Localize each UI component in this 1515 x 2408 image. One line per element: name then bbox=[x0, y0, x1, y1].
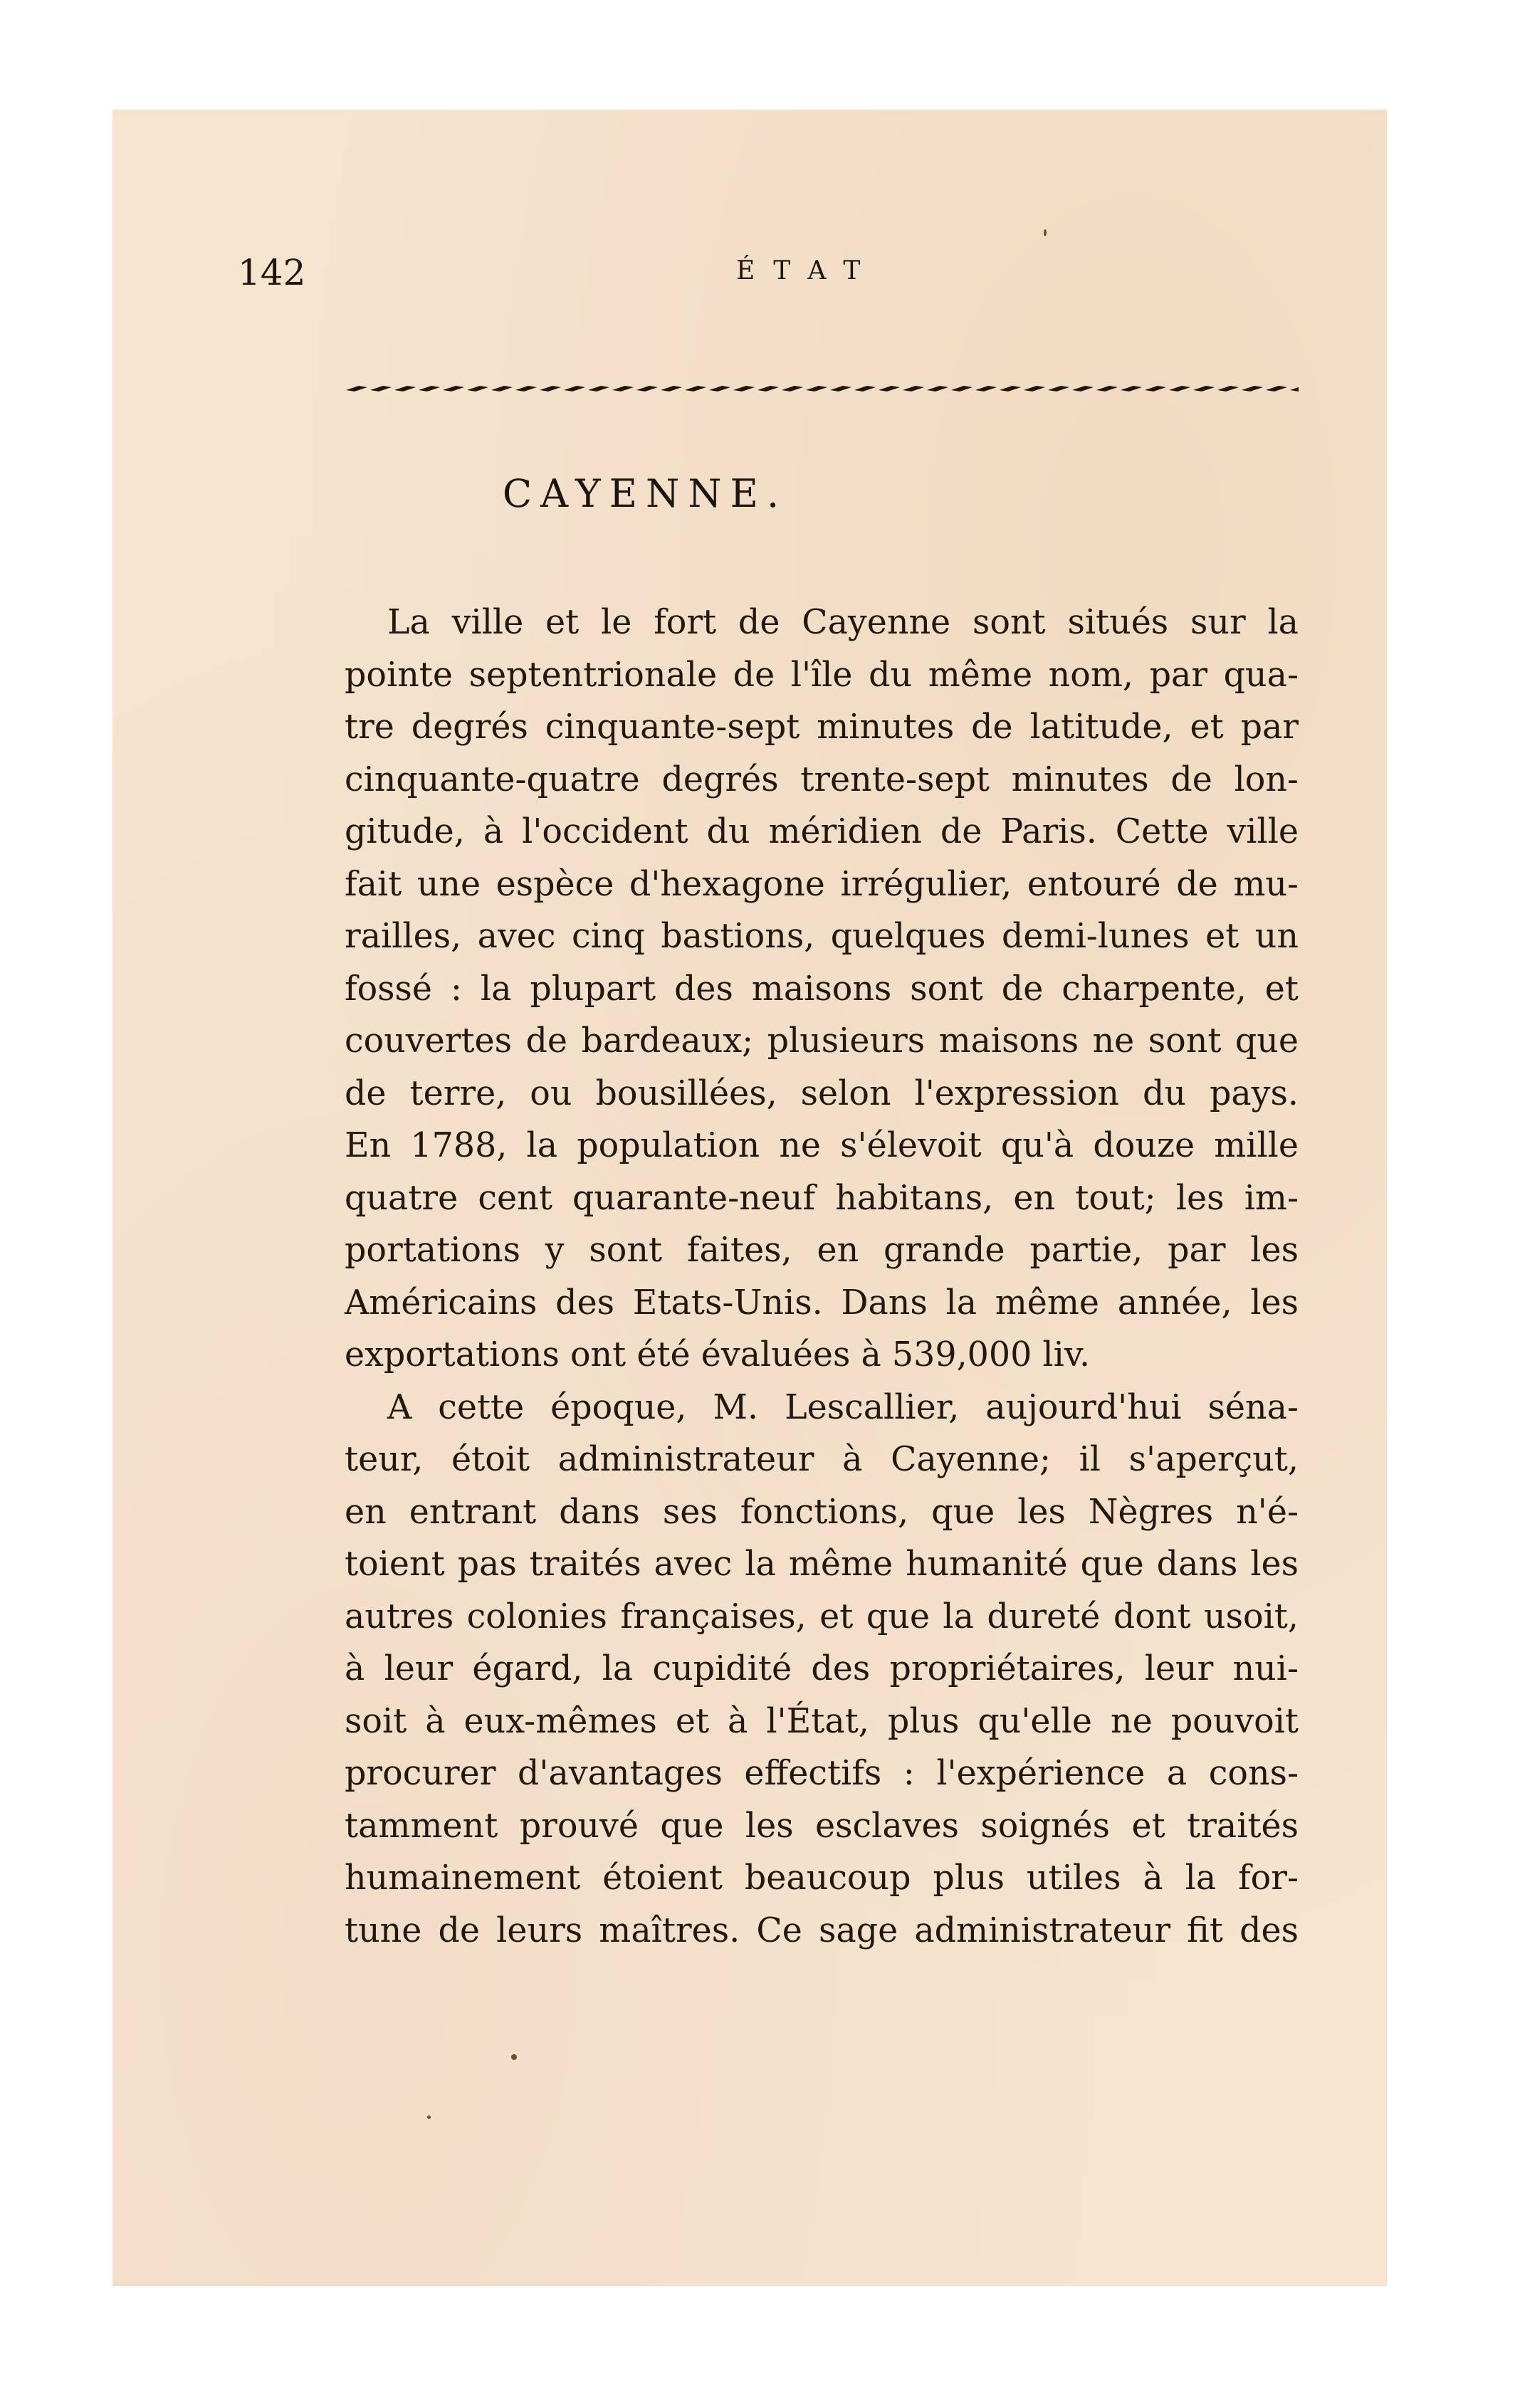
text-line: quatre cent quarante-neuf habitans, en tout; les im- bbox=[345, 1178, 1299, 1218]
text-line: autres colonies françaises, et que la dureté dont usoit, bbox=[345, 1597, 1299, 1636]
text-line: gitude, à l'occident du méridien de Paris. Cette ville bbox=[345, 812, 1299, 851]
body-text bbox=[345, 596, 1299, 1957]
paragraph bbox=[345, 596, 1299, 1382]
paper-speck bbox=[1044, 229, 1047, 236]
text-line: de terre, ou bousillées, selon l'expression du pays. bbox=[345, 1073, 1299, 1113]
text-line: A cette époque, M. Lescallier, aujourd'hui séna- bbox=[387, 1387, 1299, 1427]
text-line: La ville et le fort de Cayenne sont situés sur la bbox=[387, 603, 1299, 642]
text-line: Américains des Etats-Unis. Dans la même année, les bbox=[345, 1283, 1299, 1323]
text-line: En 1788, la population ne s'élevoit qu'à douze mille bbox=[345, 1126, 1299, 1165]
text-line: portations y sont faites, en grande partie, par les bbox=[345, 1231, 1299, 1270]
text-line: à leur égard, la cupidité des propriétaires, leur nui- bbox=[345, 1649, 1299, 1688]
text-line: tamment prouvé que les esclaves soignés et traités bbox=[345, 1806, 1299, 1846]
text-line: en entrant dans ses fonctions, que les Nègres n'é- bbox=[345, 1492, 1299, 1532]
text-line: procurer d'avantages effectifs : l'expérience a cons- bbox=[345, 1754, 1299, 1793]
text-line: tre degrés cinquante-sept minutes de latitude, et par bbox=[345, 708, 1299, 747]
text-line: humainement étoient beaucoup plus utiles à la for- bbox=[345, 1858, 1299, 1898]
text-line: couvertes de bardeaux; plusieurs maisons ne sont que bbox=[345, 1021, 1299, 1061]
page-number: 142 bbox=[238, 252, 306, 293]
text-line: toient pas traités avec la même humanité que dans les bbox=[345, 1545, 1299, 1584]
text-line: fossé : la plupart des maisons sont de charpente, et bbox=[345, 969, 1299, 1009]
text-line: railles, avec cinq bastions, quelques demi-lunes et un bbox=[345, 917, 1299, 956]
text-line: teur, étoit administrateur à Cayenne; il s'aperçut, bbox=[345, 1440, 1299, 1479]
text-line: fait une espèce d'hexagone irrégulier, entouré de mu- bbox=[345, 864, 1299, 904]
text-line: tune de leurs maîtres. Ce sage administrateur fit des bbox=[345, 1910, 1299, 1950]
ornamental-rule bbox=[345, 382, 1299, 396]
paper-speck bbox=[511, 2054, 517, 2060]
text-line: exportations ont été évaluées à 539,000 liv. bbox=[345, 1335, 1091, 1374]
paragraph bbox=[345, 1382, 1299, 1957]
text-line: soit à eux-mêmes et à l'État, plus qu'elle ne pouvoit bbox=[345, 1701, 1299, 1741]
paper-speck bbox=[427, 2115, 431, 2119]
chapter-title: CAYENNE. bbox=[502, 471, 788, 516]
running-head: ÉTAT bbox=[736, 256, 879, 285]
text-line: cinquante-quatre degrés trente-sept minutes de lon- bbox=[345, 759, 1299, 799]
text-line: pointe septentrionale de l'île du même nom, par qua- bbox=[345, 655, 1299, 695]
page-header bbox=[238, 252, 1287, 295]
